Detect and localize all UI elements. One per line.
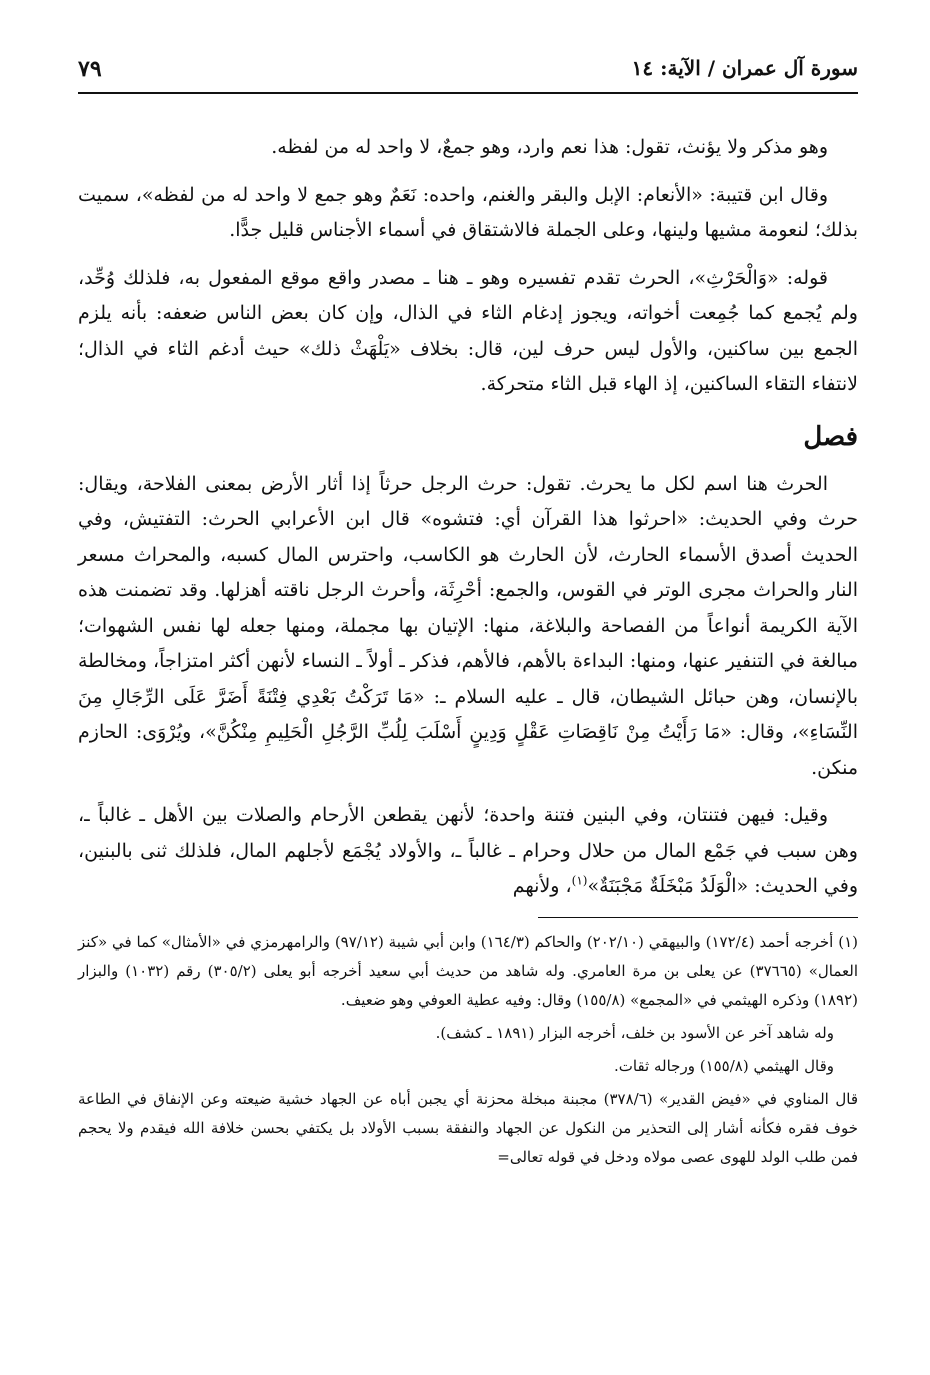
paragraph-5 <box>78 798 858 905</box>
footnote-1: (١) أخرجه أحمد (١٧٢/٤) والبيهقي (٢٠٢/١٠) والحاكم (١٦٤/٣) وابن أبي شيبة (٩٧/١٢) والرامهرمزي في «الأمثال» كما في «كنز العمال» (٣٧٦٦٥) عن يعلى بن مرة العامري. وله شاهد من حديث أبي سعيد أخرجه أبو يعلى (٣٠٥/٢) رقم (١٠٣٢) والبزار (١٨٩٢) وذكره الهيثمي في «المجمع» (١٥٥/٨) وقال: وفيه عطية العوفي وهو ضعيف. <box>78 932 858 1009</box>
section-title: فصل <box>803 421 858 452</box>
footnote-separator <box>538 917 858 918</box>
footnote-1-haythami: وقال الهيثمي (١٥٥/٨) ورجاله ثقات. <box>614 1056 834 1075</box>
paragraph-5-text: وقيل: فيهن فتنتان، وفي البنين فتنة واحدة؛ لأنهن يقطعن الأرحام والصلات بين الأهل ـ غالباً ـ، وهن سبب في جَمْع المال من حلال وحرام ـ غالباً ـ، والأولاد يُجْمَع لأجلهم المال، فلذلك ثنى بالبنين، وفي الحديث: «الْوَلَدُ مَبْخَلَةٌ مَجْبَنَةٌ» <box>78 804 858 897</box>
surah-title: سورة آل عمران / الآية: ١٤ <box>622 56 858 80</box>
book-page <box>78 50 858 1350</box>
paragraph-1: وهو مذكر ولا يؤنث، تقول: هذا نعم وارد، وهو جمعٌ، لا واحد له من لفظه. <box>271 136 828 158</box>
main-text <box>78 130 858 905</box>
paragraph-4: الحرث هنا اسم لكل ما يحرث. تقول: حرث الرجل حرثاً إذا أثار الأرض بمعنى الفلاحة، ويقال: حرث وفي الحديث: «احرثوا هذا القرآن أي: فتشوه» قال ابن الأعرابي الحرث: التفتيش، وفي الحديث أصدق الأسماء الحارث، لأن الحارث هو الكاسب، واحترس المال كسبه، والمحراث مسعر النار والحراث مجرى الوتر في القوس، والجمع: أحْرِثَة، وأحرث الرجل ناقته أهزلها. وقد تضمنت هذه الآية الكريمة أنواعاً من الفصاحة والبلاغة، منها: الإتيان بها مجملة، ومنها جعله لها نفس الشهوات؛ مبالغة في التنفير عنها، ومنها: البداءة بالأهم، فالأهم، فذكر ـ أولاً ـ النساء لأنهن أكثر امتزاجاً، ومخالطة بالإنسان، وهن حبائل الشيطان، قال ـ عليه السلام ـ: «مَا تَرَكْتُ بَعْدِي فِتْنَةً أَضَرَّ عَلَى الرِّجَالِ مِنَ النِّسَاءِ»، وقال: «مَا رَأَيْتُ مِنْ نَاقِصَاتِ عَقْلٍ وَدِينٍ أَسْلَبَ لِلُبِّ الرَّجُلِ الْحَلِيمِ مِنْكُنَّ»، ويُرْوَى: الحازم منكن. <box>78 472 858 779</box>
paragraph-5-end: ، ولأنهم <box>512 875 572 897</box>
footnote-1-witness: وله شاهد آخر عن الأسود بن خلف، أخرجه البزار (١٨٩١ ـ كشف). <box>435 1023 834 1042</box>
page-number: ٧٩ <box>78 56 112 82</box>
page-header <box>78 50 858 94</box>
paragraph-3: قوله: «وَالْحَرْثِ»، الحرث تقدم تفسيره وهو ـ هنا ـ مصدر واقع موقع المفعول به، فلذلك وُحِّد، ولم يُجمع كما جُمِعت أخواته، ويجوز إدغام الثاء في الذال، وإن كان بعض الناس ضعفه: بأنه يلزم الجمع بين ساكنين، والأول ليس حرف لين، قال: بخلاف «يَلْهَثْ ذلك» حيث أدغم الثاء في الذال؛ لانتفاء التقاء الساكنين، إذ الهاء قبل الثاء متحركة. <box>78 266 858 395</box>
footnotes <box>78 928 858 1172</box>
footnote-1-munawi: قال المناوي في «فيض القدير» (٣٧٨/٦) مجبنة مبخلة محزنة أي يجبن أباه عن الجهاد خشية ضيعته وعن الإنفاق في الطاعة خوف فقره فكأنه أشار إلى التحذير من النكول عن الجهاد والنفقة بسبب الأولاد بل يكتفي بحسن خلافة الله فيقدم ولا يحجم فمن طلب الولد للهوى عصى مولاه ودخل في قوله تعالى= <box>78 1089 858 1166</box>
paragraph-2: وقال ابن قتيبة: «الأنعام: الإبل والبقر والغنم، واحده: نَعَمٌ وهو جمع لا واحد له من لفظه»، سميت بذلك؛ لنعومة مشيها ولينها، وعلى الجملة فالاشتقاق في أسماء الأجناس قليل جدًّا. <box>78 183 858 241</box>
footnote-ref[interactable]: (١) <box>571 873 588 888</box>
